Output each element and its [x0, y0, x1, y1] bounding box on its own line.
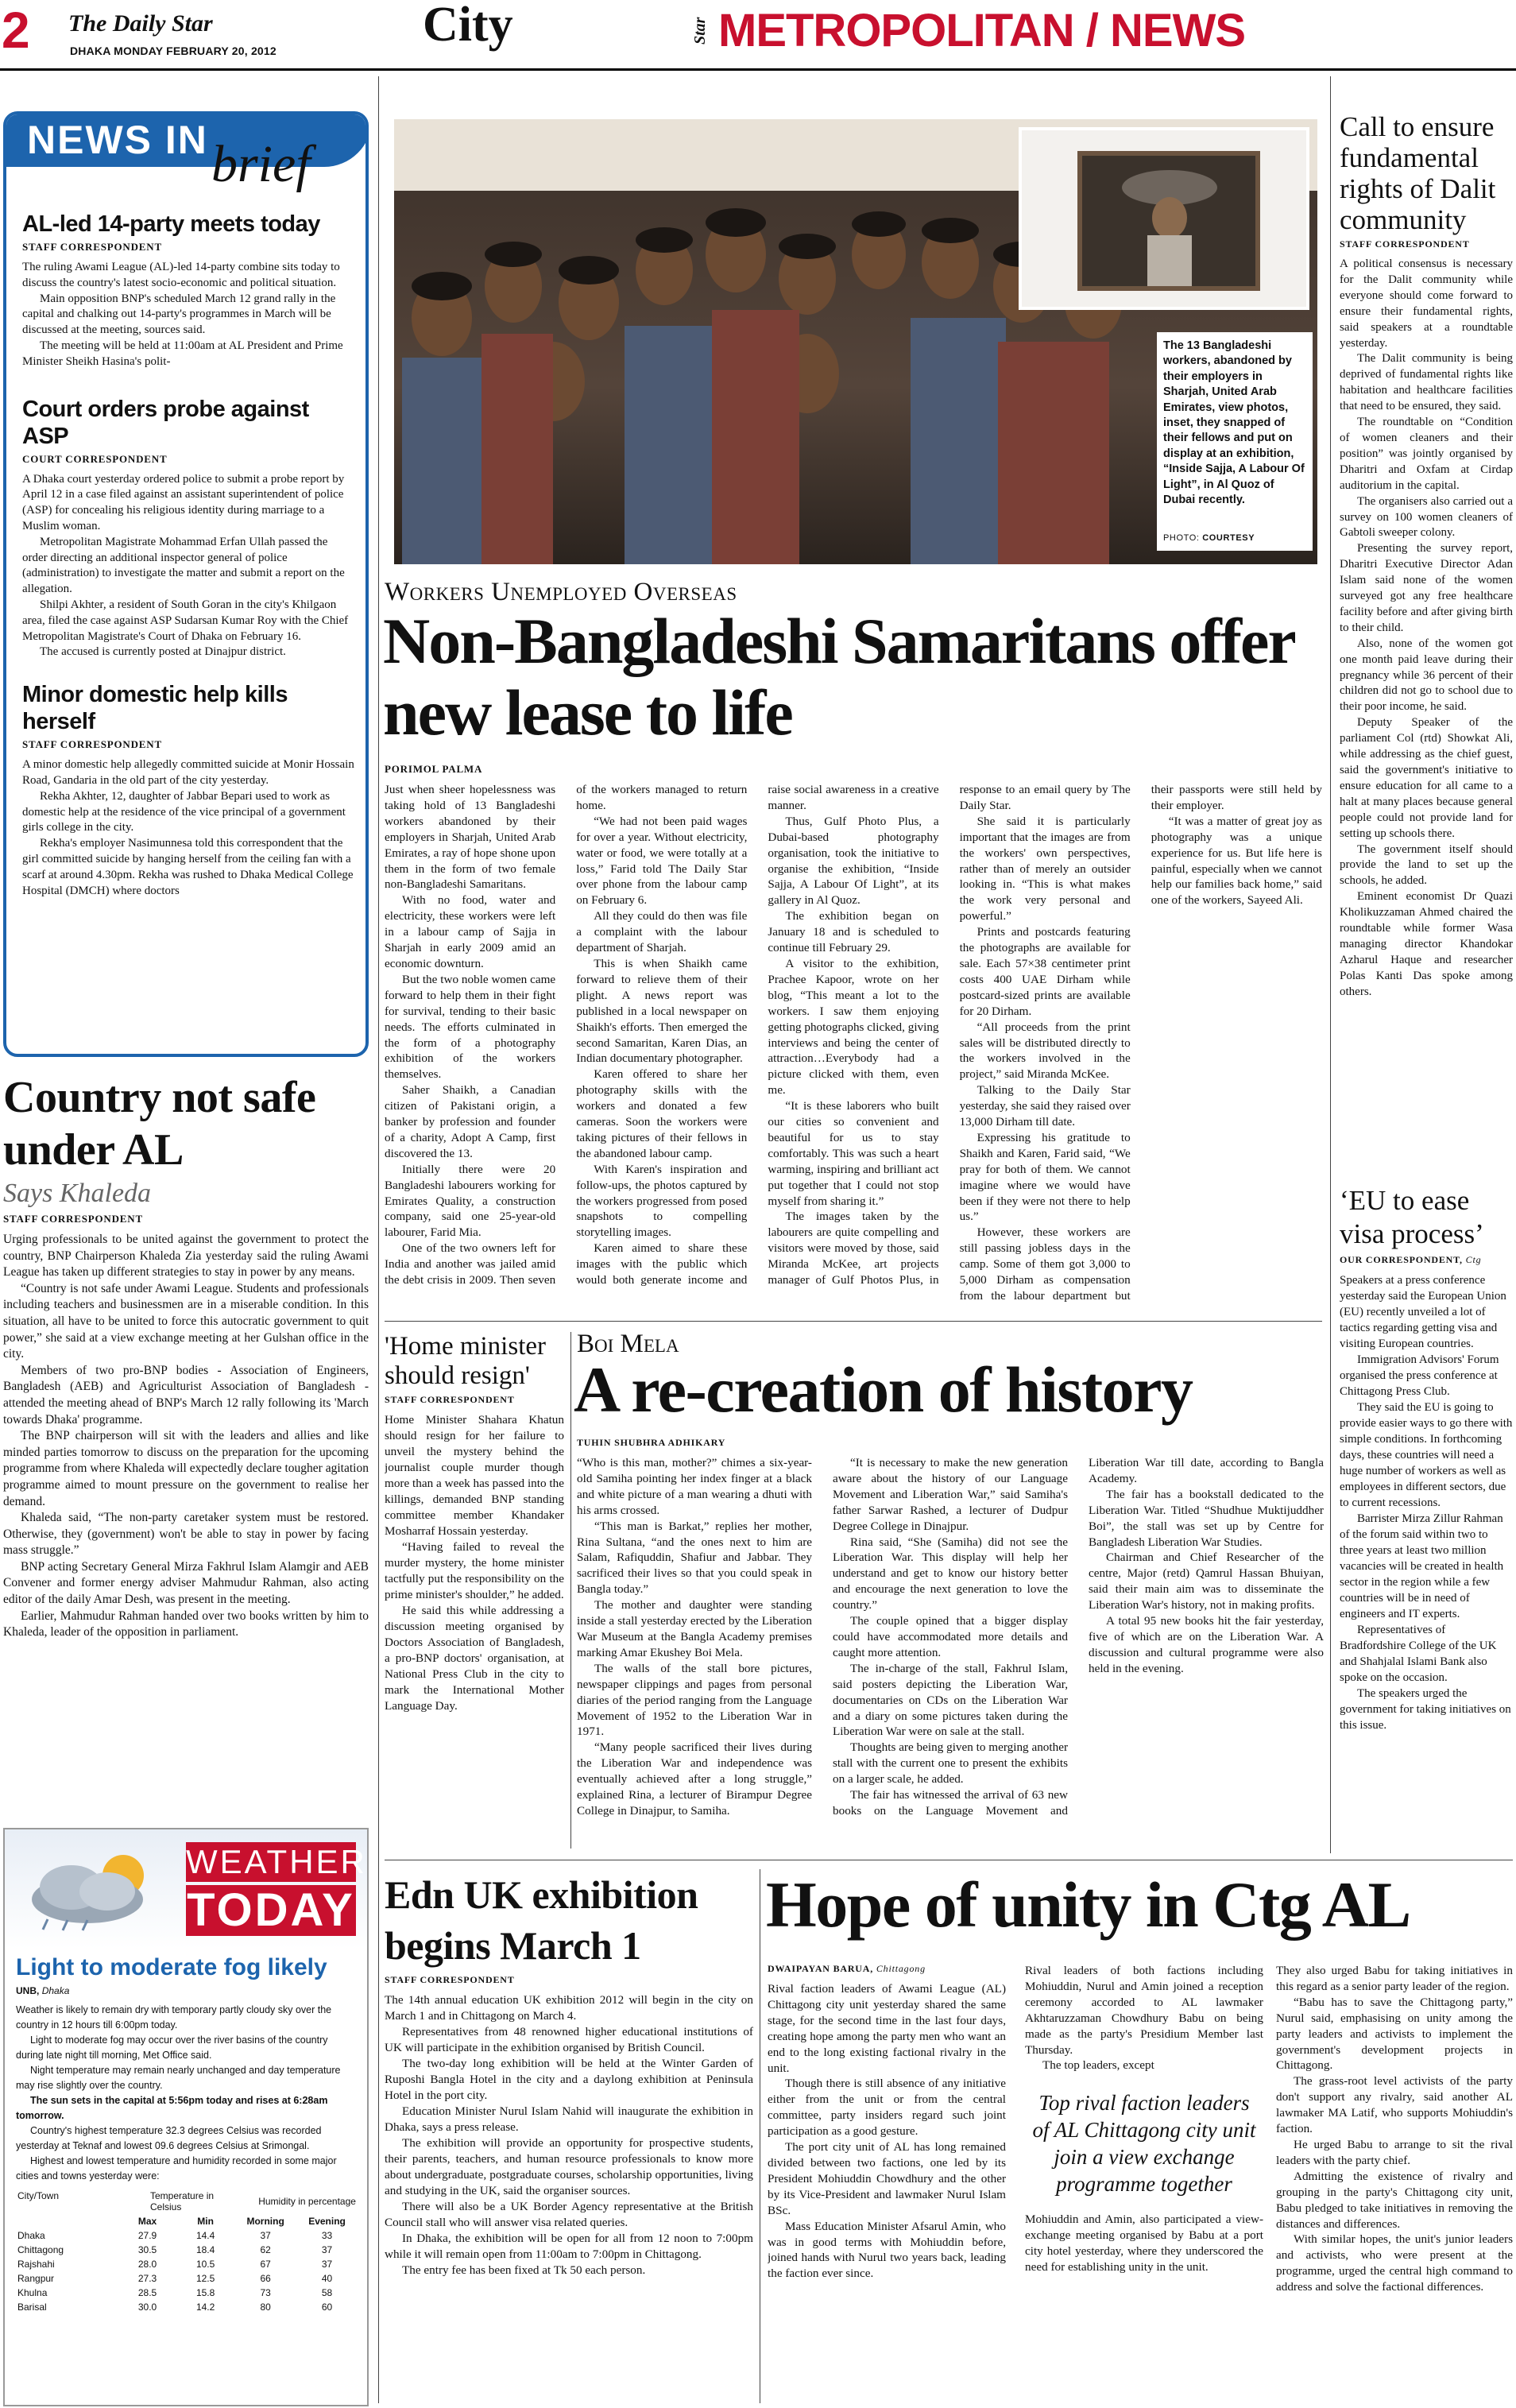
paragraph: The port city unit of AL has long remained divided between two factions, one led by its President Mohiuddin Chowdhury and the other by its Vice-President and lawmaker Nurul Islam BSc.: [768, 2140, 1006, 2217]
paragraph: The two-day long exhibition will be held at the Winter Garden of Ruposhi Bangla Hotel in the city and a daylong exhibition at Peninsula Hotel in the port city.: [385, 2057, 753, 2102]
paragraph: He urged Babu to arrange to sit the rival leaders with the party chief.: [1276, 2137, 1513, 2167]
table-subheader: Min: [197, 2216, 214, 2227]
table-cell: 62: [260, 2244, 271, 2255]
paragraph: Saher Shaikh, a Canadian citizen of Pakistani origin, a banker by profession and founder of a charity, Adopt A Camp, first discovered the 13.: [385, 1083, 556, 1160]
paragraph: A political consensus is necessary for the Dalit community while everyone should come forward to ensure their fundamental rights, said speakers at a roundtable yesterday.: [1340, 257, 1513, 350]
paragraph: She said it is particularly important that the images are from the workers' own perspectives, rather than of merely an outsider looking in. “This is what makes the work very personal and powerful.”: [959, 814, 1131, 923]
table-row: [16, 2228, 358, 2243]
table-row: [16, 2300, 358, 2314]
brief-headline-2: Court orders probe against ASP: [22, 396, 309, 449]
brief-item-2: [22, 396, 354, 661]
table-cell: 27.3: [137, 2273, 157, 2284]
ctg-byline-name: DWAIPAYAN BARUA,: [768, 1963, 874, 1974]
paragraph: Country's highest temperature 32.3 degrees Celsius was recorded yesterday at Teknaf and lowest 09.6 degrees Celsius at Srimongal.: [16, 2125, 322, 2151]
paragraph: Rina said, “She (Samiha) did not see the Liberation War. This display will help her understand and get to know our history better and encourage the next generation to love the country.”: [833, 1535, 1068, 1612]
table-subheader: Max: [137, 2216, 157, 2227]
table-subheader: Evening: [308, 2216, 346, 2227]
table-cell: 14.2: [195, 2302, 215, 2313]
paragraph: “Who is this man, mother?” chimes a six-year-old Samiha pointing her index finger at a black and white picture of a man wearing a dhuti with his arms crossed.: [577, 1456, 812, 1517]
weather-byline-city: Dhaka: [41, 1985, 70, 1996]
paragraph: There will also be a UK Border Agency representative at the British Council stall who will answer visa related queries.: [385, 2200, 753, 2229]
paragraph: All they could do then was file a complaint with the labour department of Sharjah.: [576, 909, 748, 955]
paragraph: The exhibition will provide an opportunity for prospective students, their parents, teachers, and human resource professionals to know more about undergraduate, postgraduate courses, scholarship opportunities, living and studying in the UK, said the organiser sources.: [385, 2136, 753, 2197]
paragraph: Though there is still absence of any initiative either from the unit or from the central committee, party insiders regard such joint participation as a good gesture.: [768, 2077, 1006, 2139]
paragraph: “Country is not safe under Awami League. Students and professionals including teachers and businessmen are in a miserable condition. In this situation, all have to be united to force this autocratic government to quit power,” she said at a view exchange meeting at her Gulshan office in the city.: [3, 1281, 369, 1361]
table-cell: 30.0: [137, 2302, 157, 2313]
ctg-byline: [768, 1963, 1006, 1975]
ctg-col-2: [1025, 1963, 1263, 2405]
weather-box: [3, 1828, 369, 2406]
today-label: TODAY: [187, 1884, 355, 1936]
ctg-body-2b: [1025, 2212, 1263, 2275]
paragraph: The mother and daughter were standing inside a stall yesterday erected by the Liberation War Museum at the Bangla Academy premises marking Amar Ekushey Boi Mela.: [577, 1598, 812, 1659]
home-minister-byline: STAFF CORRESPONDENT: [385, 1394, 515, 1405]
brief-headline-3: Minor domestic help kills herself: [22, 682, 288, 735]
ctg-headline: Hope of unity in Ctg AL: [766, 1868, 1410, 1941]
paragraph: Barrister Mirza Zillur Rahman of the forum said within two to three years at least two million vacancies will be created in health sector in the region while a few countries will be in need of engineers and IT experts.: [1340, 1512, 1504, 1620]
khaleda-byline: STAFF CORRESPONDENT: [3, 1213, 143, 1225]
weather-banner: [5, 1829, 367, 1949]
photo-caption: [1157, 332, 1313, 551]
paragraph: Karen aimed to share these images with the public which would both generate income and raise social awareness in a creative manner.: [576, 783, 939, 1287]
table-row: [16, 2257, 358, 2271]
table-cell: 67: [260, 2259, 271, 2270]
paragraph: The in-charge of the stall, Fakhrul Islam, said posters depicting the Liberation War, documentaries on CDs on the Liberation War and a diary on some pictures taken during the Liberation War were on sale at the stall.: [833, 1661, 1068, 1739]
weather-byline-agency: UNB,: [16, 1985, 40, 1996]
boi-mela-kicker: Boi Mela: [577, 1330, 679, 1358]
brief-column: [22, 211, 354, 1053]
khaleda-story: [3, 1071, 369, 1802]
paragraph: The fair has witnessed the arrival of 63 new books on the Language Movement and Liberation War till date, according to Bangla Academy.: [833, 1456, 1324, 1818]
eu-headline: ‘EU to ease visa process’: [1340, 1185, 1484, 1249]
table-header: Humidity in percentage: [258, 2196, 356, 2207]
section-city: City: [423, 0, 513, 52]
eu-byline-name: OUR CORRESPONDENT,: [1340, 1254, 1463, 1265]
inset-photo-frame: [1077, 151, 1260, 291]
table-cell: Rangpur: [17, 2273, 55, 2284]
ctg-body-3: [1276, 1963, 1513, 2295]
inset-photo: [1019, 127, 1309, 310]
ctg-col-3: [1276, 1963, 1513, 2405]
table-row: [16, 2243, 358, 2257]
brief-item-1: [22, 211, 354, 370]
brief-label: brief: [211, 135, 311, 193]
table-cell: 80: [260, 2302, 271, 2313]
paragraph: Talking to the Daily Star yesterday, she said they raised over 13,000 Dirham till date.: [959, 1083, 1131, 1129]
weather-table: [16, 2189, 358, 2314]
table-cell: 58: [321, 2287, 333, 2298]
paragraph: Home Minister Shahara Khatun should resign for her failure to unveil the mystery behind the journalist couple murder though more than a week has passed into the killings, demanded BNP standing committee member Khandaker Mosharraf Hossain yesterday.: [385, 1413, 564, 1538]
paragraph: The walls of the stall bore pictures, newspaper clippings and pages from personal diaries of the period ranging from the Language Movement of 1952 to the Liberation War in 1971.: [577, 1661, 812, 1739]
brief-body-3: [22, 757, 354, 899]
paragraph: Immigration Advisors' Forum organised the press conference at Chittagong Press Club.: [1340, 1353, 1499, 1398]
paragraph: With no food, water and electricity, these workers were left in a labour camp of Sajja in Sharjah in early 2009 amid an economic downturn.: [385, 893, 556, 970]
table-cell: 28.5: [137, 2287, 157, 2298]
paragraph: Mass Education Minister Afsarul Amin, who was in good terms with Mohiuddin before, joined hands with Nurul two years back, leading the faction ever since.: [768, 2219, 1006, 2281]
masthead-rule: [0, 68, 1516, 71]
paragraph: The organisers also carried out a survey on 100 women cleaners of Gabtoli sweeper colony.: [1340, 494, 1513, 540]
weather-label: WEATHER: [186, 1843, 367, 1880]
section-rule: [385, 1321, 1322, 1322]
paragraph: Light to moderate fog may occur over the river basins of the country during late night till morning, Met Office said.: [16, 2034, 328, 2061]
edn-byline: STAFF CORRESPONDENT: [385, 1974, 515, 1985]
paragraph: Weather is likely to remain dry with temporary partly cloudy sky over the country in 12 hours till 6:00pm today.: [16, 2004, 332, 2031]
paragraph: Members of two pro-BNP bodies - Association of Engineers, Bangladesh (AEB) and Agriculturist Association of Bangladesh - attended the meeting ahead of BNP's March 12 rally following its 'March towards Dhaka' programme.: [3, 1363, 369, 1427]
table-cell: 37: [321, 2244, 333, 2255]
paragraph: One of the two owners left for India and another was jailed amid the debt crisis in 2009. Then seven of the workers managed to return home.: [385, 783, 748, 1287]
paragraph: Rival leaders of both factions including Mohiuddin, Nurul and Amin joined a reception ceremony accorded to AL lawmaker Akhtaruzzaman Chowdhury Babu on being made as the party's Presidium Member last Thursday.: [1025, 1964, 1263, 2057]
edn-body: [385, 1992, 753, 2278]
paragraph: “Babu has to save the Chittagong party,” Nurul said, emphasising on unity among the party leaders and activists to implement the government's development projects in Chittagong.: [1276, 1995, 1513, 2073]
table-cell: Khulna: [17, 2287, 48, 2298]
paragraph: Speakers at a press conference yesterday said the European Union (EU) recently unveiled a lot of tactics regarding getting visa and visiting European countries.: [1340, 1274, 1506, 1350]
weather-byline: [16, 1985, 358, 1996]
ctg-byline-place: Chittagong: [876, 1963, 926, 1974]
dalit-body: [1340, 257, 1513, 1001]
dateline: DHAKA MONDAY FEBRUARY 20, 2012: [70, 45, 277, 57]
edn-story: [385, 1869, 753, 2406]
boi-mela-byline: TUHIN SHUBHRA ADHIKARY: [577, 1437, 726, 1448]
table-header: Temperature in Celsius: [150, 2190, 215, 2212]
dalit-headline: Call to ensure fundamental rights of Dalit community: [1340, 111, 1496, 235]
photo-credit: [1163, 533, 1306, 543]
cloud-sun-icon: [16, 1844, 175, 1931]
paragraph: A total 95 new books hit the fair yesterday, five of which are on the Liberation War. A discussion and cultural programme were also held in the evening.: [1089, 1614, 1324, 1675]
paragraph: Urging professionals to be united against the government to protect the country, BNP Chairperson Khaleda Zia yesterday said the ruling Awami League has taken up different strategies to stay in power by any means.: [3, 1233, 369, 1279]
paragraph: With Karen's inspiration and follow-ups, the photos captured by the workers progressed from posed snapshots to compelling storytelling images.: [576, 1162, 748, 1240]
paragraph: Night temperature may remain nearly unchanged and day temperature may rise slightly over the country.: [16, 2065, 341, 2091]
paragraph: Thus, Gulf Photo Plus, a Dubai-based photography organisation, took the initiative to organise the exhibition, “Inside Sajja, A Labour Of Light”, at its gallery in Al Quoz.: [768, 814, 939, 908]
table-cell: 33: [321, 2230, 333, 2241]
boi-mela-text: [577, 1455, 1324, 1849]
paragraph: With similar hopes, the unit's junior leaders and activists, who were present at the programme, urged the central high command to address and solve the factional differences.: [1276, 2232, 1513, 2294]
paragraph: Main opposition BNP's scheduled March 12 grand rally in the capital and chalking out 14-party's programmes in March will be discussed at the meeting, sources said.: [22, 292, 336, 337]
photo-credit-label: PHOTO:: [1163, 533, 1200, 544]
table-cell: 40: [321, 2273, 333, 2284]
paragraph: However, these workers are still passing jobless days in the camp. Some of them got 3,000 to 5,000 Dirham as compensation from the labour department but their passports were still held by their employer.: [959, 783, 1322, 1303]
paragraph: The fair has a bookstall dedicated to the Liberation War. Titled “Shudhue Muktijuddher Boi”, the stall was set up by Centre for Bangladesh Liberation War Studies.: [1089, 1487, 1324, 1549]
paragraph: “All proceeds from the print sales will be distributed directly to the workers involved in the project,” said Miranda McKee.: [959, 1020, 1131, 1082]
paragraph: The 14th annual education UK exhibition 2012 will begin in the city on March 1 and in Chittagong on March 4.: [385, 1993, 753, 2023]
section-title: METROPOLITAN / NEWS: [718, 5, 1246, 56]
ctg-col-1: [768, 1963, 1006, 2405]
paragraph: The BNP chairperson will sit with the leaders and allies and like minded parties tomorrow to discuss on the preparation for the upcoming programme from where Khaleda will expectedly declare tougher agitation programme aimed to mount pressure on the government to realise her demand.: [3, 1429, 369, 1508]
paragraph: The accused is currently posted at Dinajpur district.: [40, 645, 286, 659]
paragraph: “It was a matter of great joy as photography was a unique experience for us. But life here is painful, especially when we cannot help our families back home,” said one of the workers, Sayeed Ali.: [1151, 814, 1322, 908]
paragraph: Rekha Akhter, 12, daughter of Jabbar Bepari used to work as domestic help at the residence of the vice principal of a government girls college in the city.: [22, 789, 346, 834]
paragraph: In Dhaka, the exhibition will be open for all from 12 noon to 7:00pm while it will remain open from 11:00am to 7:00pm in Chittagong.: [385, 2232, 753, 2261]
paragraph: The speakers urged the government for taking initiatives on this issue.: [1340, 1687, 1511, 1732]
eu-story: [1340, 1184, 1513, 1852]
paragraph: The roundtable on “Condition of women cleaners and their position” was jointly organised by Dharitri and Oxfam at Cirdap auditorium in the capital.: [1340, 416, 1513, 492]
paragraph: The Dalit community is being deprived of fundamental rights like habitation and healthcare facilities that need to be ensured, they said.: [1340, 352, 1513, 413]
ctg-body-2a: [1025, 1963, 1263, 2073]
table-cell: 37: [260, 2230, 271, 2241]
paragraph: The images taken by the labourers are quite compelling and visitors were moved by those, said Miranda McKee, art projects manager of Gulf Photos Plus, in response to an email query by The Daily Star.: [768, 783, 1131, 1287]
paragraph: A Dhaka court yesterday ordered police to submit a probe report by April 12 in a case filed against an assistant superintendent of police (ASP) for concealing his religious identity during marriage to a Muslim woman.: [22, 472, 345, 532]
photo-caption-text: The 13 Bangladeshi workers, abandoned by their employers in Sharjah, United Arab Emirates, view photos, inset, they snapped of their fellows and put on display at an exhibition, “Inside Sajja, A Labour Of Light”, in Al Quoz of Dubai recently.: [1163, 339, 1305, 507]
table-cell: 14.4: [195, 2230, 215, 2241]
sun-times: The sun sets in the capital at 5:56pm today and rises at 6:28am tomorrow.: [16, 2095, 328, 2121]
table-cell: 37: [321, 2259, 333, 2270]
paragraph: Representatives of Bradfordshire College of the UK and Shahjalal Islami Bank also spoke on the occasion.: [1340, 1624, 1497, 1684]
table-cell: 27.9: [137, 2230, 157, 2241]
news-in-label: NEWS IN: [27, 118, 208, 162]
paragraph: Rival faction leaders of Awami League (AL) Chittagong city unit yesterday shared the same stage, for the second time in the last four days, creating hope among the party men who want an end to the long existing factional rivalry in the unit.: [768, 1982, 1006, 2075]
paragraph: The couple opined that a bigger display could have accommodated more details and caught more attention.: [833, 1614, 1068, 1659]
lead-photo: [394, 119, 1317, 564]
paragraph: Deputy Speaker of the parliament Col (rtd) Showkat Ali, while addressing as the chief guest, said the government's initiative to ensure education for all came to a halt at many places because general people could not provide land for setting up schools there.: [1340, 716, 1513, 840]
eu-byline-place: Ctg: [1465, 1254, 1482, 1265]
table-cell: 73: [260, 2287, 271, 2298]
khaleda-body: [3, 1232, 369, 1641]
paragraph: Highest and lowest temperature and humidity recorded in some major cities and towns yesterday were:: [16, 2155, 337, 2182]
dalit-byline: STAFF CORRESPONDENT: [1340, 238, 1470, 250]
paragraph: Khaleda said, “The non-party caretaker system must be restored. Otherwise, they (government) won't be able to stay in power by facing mass struggle.”: [3, 1511, 369, 1558]
brief-item-3: [22, 681, 354, 899]
paragraph: They also urged Babu for taking initiatives in this regard as a senior party leader of the region.: [1276, 1964, 1513, 1993]
table-cell: Barisal: [17, 2302, 47, 2313]
table-cell: 60: [321, 2302, 333, 2313]
table-cell: 12.5: [195, 2273, 215, 2284]
paragraph: But the two noble women came forward to help them in their fight for survival, tending to their basic needs. The efforts culminated in the form of a photography exhibition of the workers themselves.: [385, 972, 556, 1082]
brief-headline-1: AL-led 14-party meets today: [22, 211, 320, 237]
paragraph: This is when Shaikh came forward to relieve them of their plight. A news report was published in a local newspaper on Shaikh's efforts. Then emerged the second Samaritan, Karen Dias, an Indian documentary photographer.: [576, 956, 748, 1066]
page-number: 2: [2, 2, 30, 59]
photo-credit-name: COURTESY: [1202, 533, 1255, 544]
eu-byline: [1340, 1254, 1513, 1266]
home-minister-headline: 'Home minister should resign': [385, 1332, 546, 1390]
home-minister-body: [385, 1412, 564, 1714]
paragraph: Metropolitan Magistrate Mohammad Erfan Ullah passed the order directing an additional inspector general of police (administration) to investigate the matter and submit a report on the allegation.: [22, 535, 345, 596]
paragraph: “Many people sacrificed their lives during the Liberation War and independence was eventually achieved after a long struggle,” explained Rina, a lecturer of Birampur Degree College in Dinajpur, to Samiha.: [577, 1740, 812, 1818]
paragraph: Rekha's employer Nasimunnesa told this correspondent that the girl committed suicide by hanging herself from the ceiling fan with a scarf at around 4.30pm. Rekha was rushed to Dhaka Medical College Hospital (DMCH) where doctors: [22, 837, 354, 897]
lead-byline: PORIMOL PALMA: [385, 763, 483, 775]
paragraph: The grass-root level activists of the party don't support any rivalry, said another AL lawmaker MA Latif, who supports Mohiuddin's faction.: [1276, 2074, 1513, 2136]
table-cell: Chittagong: [17, 2244, 64, 2255]
paragraph: The government itself should provide the land to set up the schools, he added.: [1340, 842, 1513, 888]
paragraph: Karen offered to share her photography skills with the workers and donated a few cameras. Soon the workers were taking pictures of their fellows in the abandoned labour camp.: [576, 1067, 748, 1160]
column-rule: [570, 1332, 571, 1849]
table-subheader: Morning: [246, 2216, 284, 2227]
brief-byline-3: STAFF CORRESPONDENT: [22, 738, 162, 751]
paragraph: Thoughts are being given to merging another stall with the current one to present the exhibits on a larger scale, he added.: [833, 1740, 1068, 1787]
paragraph: Eminent economist Dr Quazi Kholikuzzaman Ahmed chaired the roundtable while former Wasa managing director Khandokar Azharul Haque and researcher Polas Kanti Das spoke among others.: [1340, 890, 1513, 998]
paragraph: “It is necessary to make the new generation aware about the history of our Language Movement and Liberation War,” said Samiha's father Sarwar Rashed, a lecturer of Dudpur Degree College in Dinajpur.: [833, 1456, 1068, 1533]
paragraph: Presenting the survey report, Dharitri Executive Director Adan Islam said none of the women surveyed got any free healthcare facility before and after giving birth to their child.: [1340, 542, 1513, 634]
paragraph: Initially there were 20 Bangladeshi labourers working for Emirates Quality, a construction company, said one 25-year-old labourer, Farid Mia.: [385, 1162, 556, 1240]
table-header: City/Town: [17, 2190, 60, 2201]
table-row: [16, 2286, 358, 2300]
brief-body-2: [22, 472, 354, 661]
paragraph: He said this while addressing a discussion meeting organised by Doctors Association of Bangladesh, a pro-BNP doctors' organisation, at National Press Club in the city to mark the International Mother Language Day.: [385, 1604, 564, 1713]
paragraph: The top leaders, except: [1042, 2058, 1154, 2073]
home-minister-story: [385, 1332, 564, 1849]
paragraph: The meeting will be held at 11:00am at AL President and Prime Minister Sheikh Hasina's polit-: [22, 339, 343, 368]
boi-mela-headline: A re-creation of history: [574, 1353, 1193, 1426]
paragraph: Chairman and Chief Researcher of the centre, Major (retd) Qamrul Hassan Bhuiyan, said their main aim was to disseminate the Liberation War's history, not in making profits.: [1089, 1550, 1324, 1612]
table-cell: Dhaka: [17, 2230, 45, 2241]
column-rule: [1330, 76, 1331, 1853]
table-cell: 28.0: [137, 2259, 157, 2270]
paragraph: “It is these laborers who built our cities so convenient and beautiful for us to stay comfortably. This was such a heart warming, inspiring and brilliant act put together that I could not stop myself from sharing it.”: [768, 1099, 939, 1208]
table-cell: Rajshahi: [17, 2259, 55, 2270]
paper-name: The Daily Star: [68, 10, 213, 37]
table-cell: 10.5: [195, 2259, 215, 2270]
paragraph: Expressing his gratitude to Shaikh and Karen, Farid said, “We pray for both of them. We cannot imagine where we would have been if they were not there to help us.”: [959, 1130, 1131, 1224]
table-cell: 66: [260, 2273, 271, 2284]
eu-body: [1340, 1272, 1513, 1733]
ctg-body-1: [768, 1981, 1006, 2282]
paragraph: “We had not been paid wages for over a year. Without electricity, water or food, we were totally at a loss,” Farid told The Daily Star over phone from the labour camp on February 6.: [576, 814, 748, 908]
lead-text: [385, 782, 1322, 1311]
paragraph: Prints and postcards featuring the photographs are available for sale. Each 57×38 centimeter print costs 400 UAE Dirham while postcard-sized prints are available for 20 Dirham.: [959, 925, 1131, 1018]
paragraph: Admitting the existence of rivalry and grouping in the party's Chittagong city unit, Babu pledged to take initiatives in removing the distances and differences.: [1276, 2169, 1513, 2231]
brief-byline-1: STAFF CORRESPONDENT: [22, 241, 162, 253]
paragraph: Earlier, Mahmudur Rahman handed over two books written by him to Khaleda, leader of the opposition in parliament.: [3, 1609, 369, 1640]
ctg-pull-quote: Top rival faction leaders of AL Chittagong city unit join a view exchange programme together: [1032, 2091, 1256, 2197]
paragraph: A visitor to the exhibition, Prachee Kapoor, wrote on her blog, “This meant a lot to the workers. I saw them enjoying getting photographs clicked, giving interviews and being the center of attraction…Everybody had a picture clicked with them, even me.: [768, 956, 939, 1098]
paragraph: Education Minister Nurul Islam Nahid will inaugurate the exhibition in Dhaka, says a press release.: [385, 2104, 753, 2134]
edn-headline: Edn UK exhibition begins March 1: [385, 1872, 698, 1968]
dalit-story: [1340, 111, 1513, 1168]
column-rule: [378, 76, 379, 2403]
paragraph: The entry fee has been fixed at Tk 50 each person.: [402, 2263, 646, 2277]
paragraph: Mohiuddin and Amin, also participated a view-exchange meeting organised by Babu at a port city hotel yesterday, where they underscored the need for establishing unity in the unit.: [1025, 2212, 1263, 2274]
paragraph: Shilpi Akhter, a resident of South Goran in the city's Khilgaon area, filed the case against ASP Sudarsan Kumar Roy with the Chief Metropolitan Magistrate's Court of Dhaka on February 16.: [22, 598, 349, 643]
paragraph: The exhibition began on January 18 and is scheduled to continue till February 29.: [768, 909, 939, 955]
news-in-brief-banner: [6, 114, 369, 167]
table-cell: 30.5: [137, 2244, 157, 2255]
table-row: [16, 2271, 358, 2286]
khaleda-subhead: Says Khaleda: [3, 1179, 152, 1208]
brief-body-1: [22, 260, 354, 370]
paragraph: They said the EU is going to provide easier ways to go there with simple conditions. In forthcoming days, these countries will need a huge number of workers as well as employees in different sectors, due to current recessions.: [1340, 1401, 1513, 1509]
paragraph: Just when sheer hopelessness was taking hold of 13 Bangladeshi workers abandoned by their employers in Sharjah, United Arab Emirates, a ray of hope shone upon them in the form of two female non-Bangladeshi Samaritans.: [385, 783, 556, 892]
lead-body: [385, 763, 1322, 1314]
table-cell: 15.8: [195, 2287, 215, 2298]
khaleda-headline: Country not safe under AL: [3, 1073, 316, 1175]
weather-headline: Light to moderate fog likely: [16, 1954, 327, 1980]
paragraph: BNP acting Secretary General Mirza Fakhrul Islam Alamgir and AEB Convener and former energy adviser Mahmudur Rahman, also acting editor of the daily Amar Desh, was present in the meeting.: [3, 1559, 369, 1607]
weather-body: [16, 2003, 358, 2184]
paragraph: The ruling Awami League (AL)-led 14-party combine sits today to discuss the country's latest socio-economic and political situation.: [22, 261, 340, 289]
paragraph: “This man is Barkat,” replies her mother, Rina Sultana, “and the ones next to him are Salam, Rafiquddin, Shafiur and Jabbar. They sacrificed their lives so that you could speak in Bangla today.”: [577, 1519, 812, 1597]
lead-kicker: Workers Unemployed Overseas: [385, 578, 737, 606]
star-logo: Star: [691, 17, 709, 45]
paragraph: Also, none of the women got one month paid leave during their pregnancy while 36 percent of their children did not go to school due to their poor income, he said.: [1340, 637, 1513, 714]
paragraph: “Having failed to reveal the murder mystery, the home minister tactfully put the responsibility on the prime minister's shoulder,” he added.: [385, 1540, 564, 1601]
paragraph: A minor domestic help allegedly committed suicide at Monir Hossain Road, Gandaria in the old part of the city yesterday.: [22, 758, 354, 787]
boi-mela-body: [577, 1437, 1324, 1850]
paragraph: Representatives from 48 renowned higher educational institutions of UK will participate in the exhibition organised by British Council.: [385, 2025, 753, 2054]
lead-headline: Non-Bangladeshi Samaritans offer new lease to life: [383, 605, 1294, 749]
table-cell: 18.4: [195, 2244, 215, 2255]
brief-byline-2: COURT CORRESPONDENT: [22, 452, 168, 465]
